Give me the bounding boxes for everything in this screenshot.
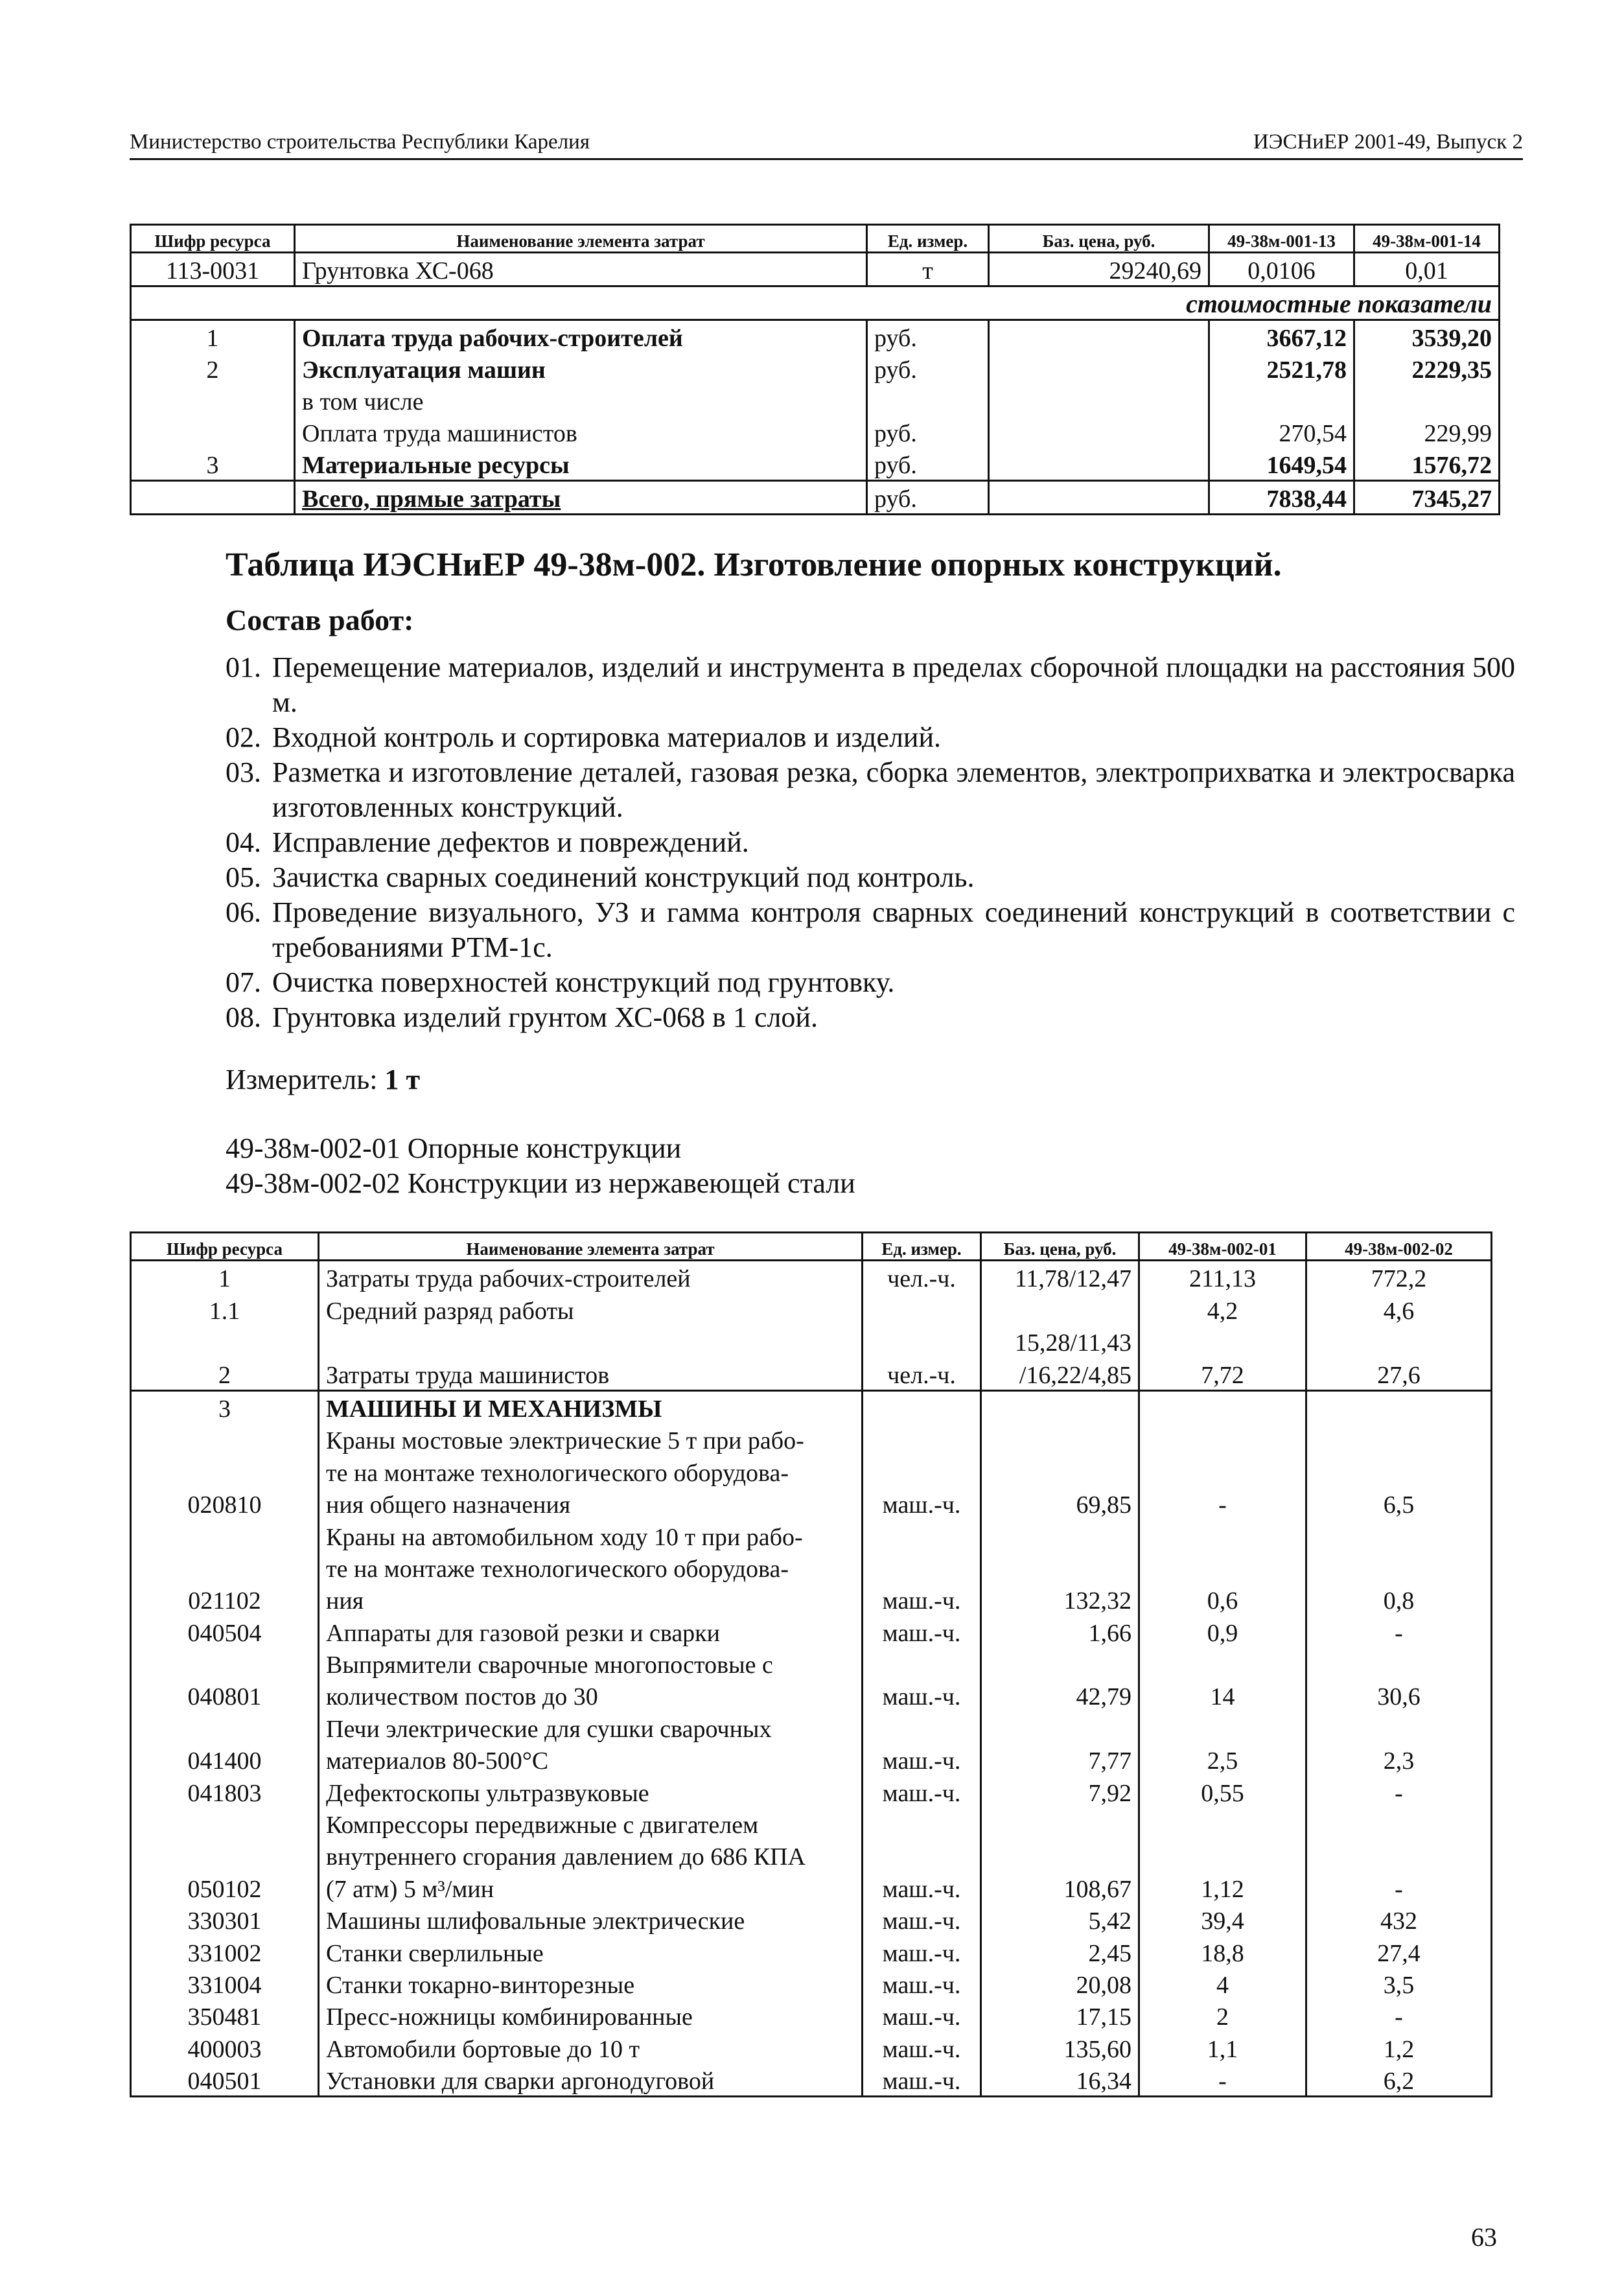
table1-header-row [131,225,1500,253]
row-price [981,1839,1139,1871]
row-price [989,481,1209,515]
row-name: те на монтаже технологического оборудова- [319,1455,863,1487]
table-row [131,1423,1492,1455]
row-name: в том числе [295,384,867,416]
row-code [131,1839,319,1871]
list-item [226,860,1515,895]
row-code [131,1552,319,1583]
row-code [131,1325,319,1357]
row-code [131,1423,319,1455]
row-v2: - [1306,1775,1492,1807]
row-v1: - [1139,2064,1306,2097]
row-name: внутреннего сгорания давлением до 686 КПА [319,1839,863,1871]
table-row [131,1839,1492,1871]
table-row-total [131,481,1500,515]
item-text: Перемещение материалов, изделий и инструмента в пределах сборочной площадки на расстояния 500 м. [272,651,1515,718]
item-text: Грунтовка изделий грунтом ХС-068 в 1 слой. [272,1001,818,1033]
row-v1: 211,13 [1139,1261,1306,1294]
row-code: 331002 [131,1935,319,1967]
row-code: 400003 [131,2031,319,2063]
row-price [981,1552,1139,1583]
row-price: 2,45 [981,1935,1139,1967]
row-code: 330301 [131,1904,319,1935]
row-unit [863,1552,981,1583]
row-code [131,1648,319,1679]
row-unit: руб. [867,481,989,515]
row-name: Пресс-ножницы комбинированные [319,2000,863,2031]
row-unit: руб. [867,353,989,384]
row-v2 [1306,1839,1492,1871]
row-unit [863,1455,981,1487]
row-v2: 4,6 [1306,1293,1492,1325]
row-v1 [1139,1839,1306,1871]
row-code: 041803 [131,1775,319,1807]
row-v2: - [1306,2000,1492,2031]
measure-label: Измеритель: [226,1064,378,1095]
row-v1: 18,8 [1139,1935,1306,1967]
row-code: 020810 [131,1488,319,1519]
row-name: Машины шлифовальные электрические [319,1904,863,1935]
row-v1: 2 [1139,2000,1306,2031]
table2-header-name: Наименование элемента затрат [319,1233,863,1261]
measure-value: 1 т [384,1064,421,1095]
row-unit: маш.-ч. [863,2064,981,2097]
resource-code: 113-0031 [131,253,295,286]
row-v2: 6,2 [1306,2064,1492,2097]
table-row [131,2031,1492,2063]
row-v2 [1354,384,1500,416]
row-unit: маш.-ч. [863,1679,981,1711]
row-v2: 1576,72 [1354,448,1500,481]
row-v1 [1139,1711,1306,1743]
item-number: 02. [226,721,261,753]
row-unit: чел.-ч. [863,1357,981,1390]
table1-header-v1: 49-38м-001-13 [1209,225,1354,253]
list-item [226,755,1515,825]
row-v2 [1306,1390,1492,1423]
row-v2: - [1306,1871,1492,1903]
table1-header-unit: Ед. измер. [867,225,989,253]
row-v2: 30,6 [1306,1679,1492,1711]
row-price [981,1808,1139,1839]
table-title: Таблица ИЭСНиЕР 49-38м-002. Изготовление опорных конструкций. [226,546,1282,583]
table-row [131,1293,1492,1325]
variant-item: 49-38м-002-02 Конструкции из нержавеющей стали [226,1167,855,1199]
row-code: 040801 [131,1679,319,1711]
row-name: МАШИНЫ И МЕХАНИЗМЫ [319,1390,863,1423]
row-unit [863,1293,981,1325]
table-row [131,1775,1492,1807]
table-row [131,416,1500,448]
row-name: Печи электрические для сушки сварочных [319,1711,863,1743]
row-unit: маш.-ч. [863,1583,981,1615]
table-row [131,1455,1492,1487]
table-row [131,1583,1492,1615]
table-row [131,384,1500,416]
row-unit [863,1519,981,1551]
row-name: материалов 80-500°С [319,1744,863,1775]
works-heading: Состав работ: [226,603,414,636]
row-unit: маш.-ч. [863,1935,981,1967]
row-price: 7,92 [981,1775,1139,1807]
cost-caption: стоимостные показатели [131,286,1500,320]
item-text: Очистка поверхностей конструкций под грунтовку. [272,966,895,998]
row-code: 2 [131,353,295,384]
row-price [981,1423,1139,1455]
row-v1: 1,12 [1139,1871,1306,1903]
row-v1: 1,1 [1139,2031,1306,2063]
row-price: 5,42 [981,1904,1139,1935]
row-v2: 27,4 [1306,1935,1492,1967]
table-row [131,2000,1492,2031]
row-unit: маш.-ч. [863,1968,981,2000]
row-unit [863,1423,981,1455]
item-text: Зачистка сварных соединений конструкций под контроль. [272,861,975,893]
row-price: 108,67 [981,1871,1139,1903]
cost-caption-row [131,286,1500,320]
row-name: Средний разряд работы [319,1293,863,1325]
row-v1: 1649,54 [1209,448,1354,481]
table-row [131,1648,1492,1679]
row-v1 [1139,1423,1306,1455]
list-item [226,1000,1515,1035]
table2-header-v1: 49-38м-002-01 [1139,1233,1306,1261]
resource-price: 29240,69 [989,253,1209,286]
row-name: Затраты труда рабочих-строителей [319,1261,863,1294]
row-code: 3 [131,1390,319,1423]
row-code: 331004 [131,1968,319,2000]
row-v1: 3667,12 [1209,320,1354,353]
row-price: 69,85 [981,1488,1139,1519]
row-name: Оплата труда рабочих-строителей [295,320,867,353]
row-code: 040504 [131,1615,319,1647]
row-code: 1 [131,320,295,353]
table1-header-name: Наименование элемента затрат [295,225,867,253]
table1-header-code: Шифр ресурса [131,225,295,253]
row-unit [863,1711,981,1743]
row-unit: чел.-ч. [863,1261,981,1294]
row-v1: 0,6 [1139,1583,1306,1615]
table-row [131,1968,1492,2000]
row-v1 [1139,1390,1306,1423]
row-unit: руб. [867,448,989,481]
row-code [131,384,295,416]
item-text: Разметка и изготовление деталей, газовая резка, сборка элементов, электроприхватка и электросварка изготовленных конструкций. [272,756,1515,823]
row-unit: руб. [867,320,989,353]
row-v1: 7,72 [1139,1357,1306,1390]
row-v2: 7345,27 [1354,481,1500,515]
row-code: 021102 [131,1583,319,1615]
table2-header-code: Шифр ресурса [131,1233,319,1261]
row-code: 2 [131,1357,319,1390]
list-item [226,965,1515,1000]
row-unit [863,1839,981,1871]
table-row [131,448,1500,481]
row-code: 041400 [131,1744,319,1775]
row-name: Аппараты для газовой резки и сварки [319,1615,863,1647]
row-v2 [1306,1648,1492,1679]
row-name: те на монтаже технологического оборудова- [319,1552,863,1583]
resource-unit: т [867,253,989,286]
row-name: Всего, прямые затраты [295,481,867,515]
row-v2: 432 [1306,1904,1492,1935]
row-v1: 7838,44 [1209,481,1354,515]
table-row [131,1871,1492,1903]
row-code [131,416,295,448]
row-price: /16,22/4,85 [981,1357,1139,1390]
works-list [226,650,1515,1035]
row-v1 [1139,1455,1306,1487]
row-v2 [1306,1711,1492,1743]
row-code: 3 [131,448,295,481]
row-price [981,1293,1139,1325]
row-v2: 2229,35 [1354,353,1500,384]
row-v1: 0,55 [1139,1775,1306,1807]
row-unit: маш.-ч. [863,1615,981,1647]
table-row [131,1679,1492,1711]
row-unit [863,1325,981,1357]
row-code: 350481 [131,2000,319,2031]
table-row [131,1488,1492,1519]
row-v1 [1139,1552,1306,1583]
table2-header-v2: 49-38м-002-02 [1306,1233,1492,1261]
table2-header-price: Баз. цена, руб. [981,1233,1139,1261]
item-number: 04. [226,826,261,858]
row-price [989,353,1209,384]
list-item [226,720,1515,755]
variant-item: 49-38м-002-01 Опорные конструкции [226,1132,682,1164]
table-row [131,353,1500,384]
list-item [226,895,1515,965]
row-unit: маш.-ч. [863,1871,981,1903]
row-v2 [1306,1455,1492,1487]
item-text: Исправление дефектов и повреждений. [272,826,749,858]
resource-v2: 0,01 [1354,253,1500,286]
row-name: Затраты труда машинистов [319,1357,863,1390]
row-name: Краны мостовые электрические 5 т при рабо- [319,1423,863,1455]
row-v1 [1139,1808,1306,1839]
row-unit: маш.-ч. [863,1775,981,1807]
row-price: 15,28/11,43 [981,1325,1139,1357]
row-v2 [1306,1325,1492,1357]
resource-table-2 [130,1231,1492,2097]
row-price [989,384,1209,416]
row-code: 040501 [131,2064,319,2097]
row-v1: 0,9 [1139,1615,1306,1647]
measure-unit [226,1063,420,1096]
row-price [981,1648,1139,1679]
row-v2 [1306,1808,1492,1839]
row-price [989,448,1209,481]
row-v2: 772,2 [1306,1261,1492,1294]
table-row [131,1935,1492,1967]
row-v1 [1209,384,1354,416]
row-v2: - [1306,1615,1492,1647]
variants-list [226,1131,855,1201]
row-price: 1,66 [981,1615,1139,1647]
page-header [130,128,1523,160]
row-v1: - [1139,1488,1306,1519]
row-v1 [1139,1648,1306,1679]
row-price: 20,08 [981,1968,1139,2000]
row-unit: маш.-ч. [863,2031,981,2063]
row-v1: 4 [1139,1968,1306,2000]
row-name: Станки сверлильные [319,1935,863,1967]
item-number: 01. [226,651,261,683]
row-v1: 4,2 [1139,1293,1306,1325]
resource-table-1 [130,224,1500,515]
row-name: ния [319,1583,863,1615]
resource-v1: 0,0106 [1209,253,1354,286]
row-v2 [1306,1519,1492,1551]
row-v2 [1306,1423,1492,1455]
row-price: 11,78/12,47 [981,1261,1139,1294]
row-name: Станки токарно-винторезные [319,1968,863,2000]
list-item [226,825,1515,860]
row-name: Выпрямители сварочные многопостовые с [319,1648,863,1679]
item-text: Входной контроль и сортировка материалов и изделий. [272,721,942,753]
row-v1: 2521,78 [1209,353,1354,384]
row-name: Автомобили бортовые до 10 т [319,2031,863,2063]
row-price [989,320,1209,353]
table-row [131,1744,1492,1775]
row-unit [863,1808,981,1839]
row-price: 17,15 [981,2000,1139,2031]
row-name: Установки для сварки аргонодуговой [319,2064,863,2097]
row-name: ния общего назначения [319,1488,863,1519]
row-v2: 2,3 [1306,1744,1492,1775]
list-item [226,650,1515,720]
row-unit [863,1390,981,1423]
row-unit [867,384,989,416]
row-v1: 270,54 [1209,416,1354,448]
table-row [131,1325,1492,1357]
item-number: 08. [226,1001,261,1033]
row-v2: 1,2 [1306,2031,1492,2063]
row-name: Оплата труда машинистов [295,416,867,448]
header-collection: ИЭСНиЕР 2001-49, Выпуск 2 [1253,130,1523,154]
row-v1: 14 [1139,1679,1306,1711]
table2-header-row [131,1233,1492,1261]
table-row [131,1390,1492,1423]
row-name: количеством постов до 30 [319,1679,863,1711]
row-code [131,1808,319,1839]
table-row [131,1261,1492,1294]
row-price [981,1519,1139,1551]
row-price: 42,79 [981,1679,1139,1711]
row-v1 [1139,1325,1306,1357]
row-unit: маш.-ч. [863,2000,981,2031]
row-price: 7,77 [981,1744,1139,1775]
table-row [131,1711,1492,1743]
table-row [131,1615,1492,1647]
row-v2 [1306,1552,1492,1583]
table-row [131,320,1500,353]
table-row [131,1552,1492,1583]
row-name [319,1325,863,1357]
resource-name: Грунтовка ХС-068 [295,253,867,286]
table-row [131,1808,1492,1839]
row-name: Дефектоскопы ультразвуковые [319,1775,863,1807]
row-unit: маш.-ч. [863,1904,981,1935]
row-name: (7 атм) 5 м³/мин [319,1871,863,1903]
row-name: Эксплуатация машин [295,353,867,384]
row-code [131,1519,319,1551]
row-code [131,1711,319,1743]
row-name: Краны на автомобильном ходу 10 т при рабо- [319,1519,863,1551]
item-number: 06. [226,896,261,928]
row-v2: 0,8 [1306,1583,1492,1615]
table-row [131,1357,1492,1390]
row-price [981,1711,1139,1743]
row-code [131,1455,319,1487]
row-v2: 3,5 [1306,1968,1492,2000]
row-name: Материальные ресурсы [295,448,867,481]
table-row [131,2064,1492,2097]
table2-body [131,1261,1492,2097]
table1-header-v2: 49-38м-001-14 [1354,225,1500,253]
row-price: 16,34 [981,2064,1139,2097]
row-v2: 229,99 [1354,416,1500,448]
table-row [131,253,1500,286]
row-v1 [1139,1519,1306,1551]
row-unit: руб. [867,416,989,448]
row-unit: маш.-ч. [863,1744,981,1775]
item-number: 07. [226,966,261,998]
row-price [989,416,1209,448]
row-unit [863,1648,981,1679]
row-code: 1 [131,1261,319,1294]
page-number: 63 [1471,2222,1497,2252]
row-code: 1.1 [131,1293,319,1325]
row-price [981,1455,1139,1487]
row-price [981,1390,1139,1423]
row-price: 135,60 [981,2031,1139,2063]
row-code [131,481,295,515]
row-v1: 39,4 [1139,1904,1306,1935]
row-v2: 27,6 [1306,1357,1492,1390]
row-price: 132,32 [981,1583,1139,1615]
row-unit: маш.-ч. [863,1488,981,1519]
row-name: Компрессоры передвижные с двигателем [319,1808,863,1839]
item-text: Проведение визуального, УЗ и гамма контроля сварных соединений конструкций в соответствии с требованиями РТМ-1с. [272,896,1515,963]
row-code: 050102 [131,1871,319,1903]
header-ministry: Министерство строительства Республики Карелия [130,130,590,154]
item-number: 03. [226,756,261,788]
table2-header-unit: Ед. измер. [863,1233,981,1261]
table-row [131,1519,1492,1551]
item-number: 05. [226,861,261,893]
row-v1: 2,5 [1139,1744,1306,1775]
table1-header-price: Баз. цена, руб. [989,225,1209,253]
table-row [131,1904,1492,1935]
row-v2: 6,5 [1306,1488,1492,1519]
row-v2: 3539,20 [1354,320,1500,353]
